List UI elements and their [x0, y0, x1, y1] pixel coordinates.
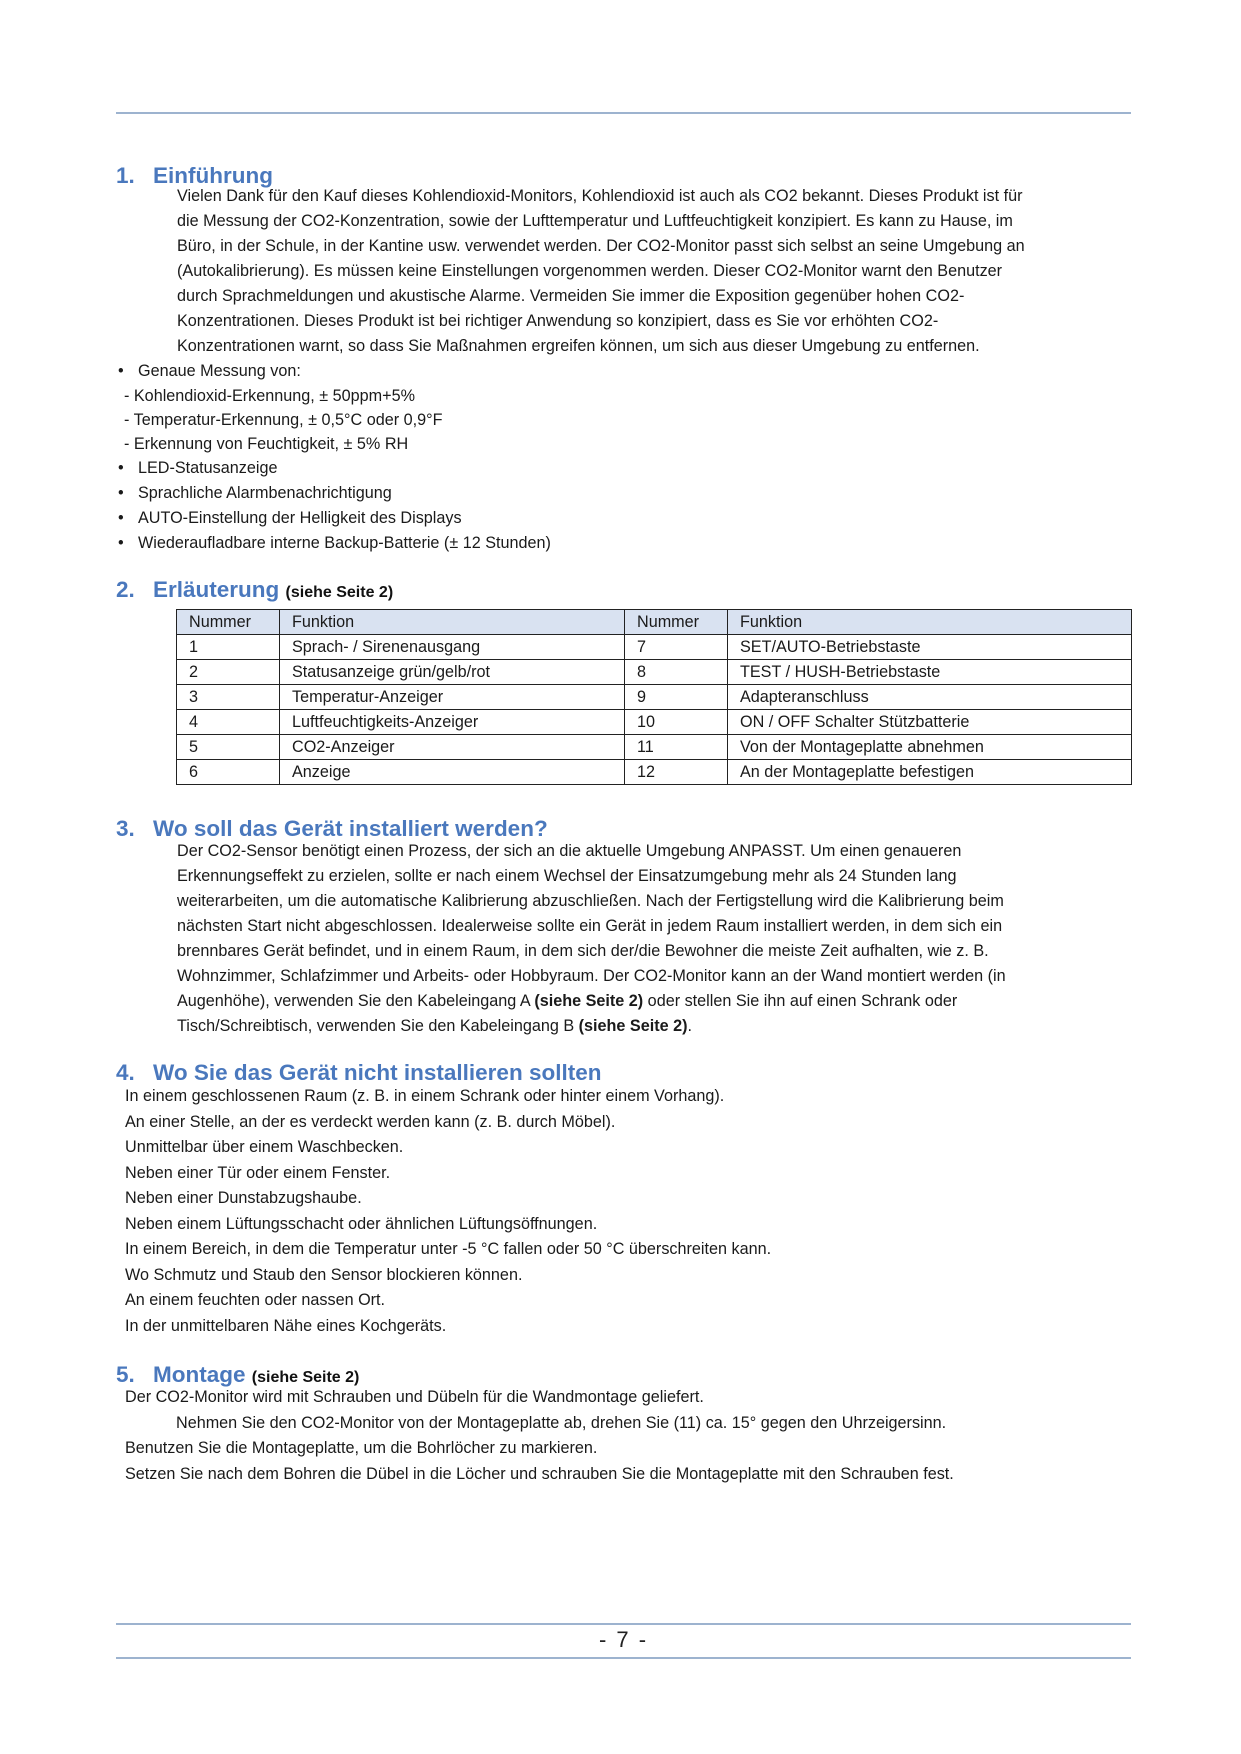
intro-line: durch Sprachmeldungen und akustische Alarme. Vermeiden Sie immer die Exposition gegenüber hohen CO2- — [177, 287, 965, 305]
header-cell: Funktion — [728, 610, 1132, 635]
header-cell: Funktion — [280, 610, 625, 635]
intro-line: Konzentrationen warnt, so dass Sie Maßnahmen ergreifen können, um sich aus dieser Umgebung zu entfernen. — [177, 337, 980, 355]
text-line: Benutzen Sie die Montageplatte, um die Bohrlöcher zu markieren. — [125, 1439, 598, 1457]
bullet-item: • Wiederaufladbare interne Backup-Batterie (± 12 Stunden) — [116, 531, 1136, 556]
section-1-heading: 1. Einführung — [116, 163, 273, 188]
bullet-icon: • — [118, 459, 124, 477]
table-cell: 8 — [625, 660, 728, 685]
table-cell: 4 — [177, 710, 280, 735]
table-header-row — [177, 610, 1132, 635]
parts-table — [176, 609, 1132, 785]
table-cell: Von der Montageplatte abnehmen — [728, 735, 1132, 760]
text-line: nächsten Start nicht abgeschlossen. Idealerweise sollte ein Gerät in jedem Raum installiert werden, in dem sich ein — [177, 917, 1003, 935]
header-rule — [116, 112, 1131, 114]
table-cell: TEST / HUSH-Betriebstaste — [728, 660, 1132, 685]
intro-line: die Messung der CO2-Konzentration, sowie der Lufttemperatur und Luftfeuchtigkeit konzipiert. Es kann zu Hause, im — [177, 212, 1013, 230]
list-item: An einer Stelle, an der es verdeckt werden kann (z. B. durch Möbel). — [125, 1112, 616, 1131]
bullet-item: • LED-Statusanzeige — [116, 456, 1136, 481]
bullet-icon: • — [118, 362, 124, 380]
table-cell: Sprach- / Sirenenausgang — [280, 635, 625, 660]
section-5-heading: 5. Montage (siehe Seite 2) — [116, 1362, 360, 1387]
section-2-heading: 2. Erläuterung (siehe Seite 2) — [116, 577, 394, 602]
section-4-list — [116, 1084, 1136, 1339]
bullet-icon: • — [118, 534, 124, 552]
text-line: brennbares Gerät befindet, und in einem Raum, in dem sich der/die Bewohner die meiste Zeit aufhalten, wie z. B. — [177, 942, 989, 960]
table-row — [177, 635, 1132, 660]
table-cell: 10 — [625, 710, 728, 735]
text-line: Setzen Sie nach dem Bohren die Dübel in die Löcher und schrauben Sie die Montageplatte mit den Schrauben fest. — [125, 1464, 954, 1483]
bullet-icon: • — [118, 484, 124, 502]
table-cell: SET/AUTO-Betriebstaste — [728, 635, 1132, 660]
table-row — [177, 760, 1132, 785]
text-line: weiterarbeiten, um die automatische Kalibrierung abzuschließen. Nach der Fertigstellung wird die Kalibrierung beim — [177, 892, 1004, 910]
list-item: In der unmittelbaren Nähe eines Kochgeräts. — [125, 1316, 447, 1335]
table-cell: 1 — [177, 635, 280, 660]
section-4-heading: 4. Wo Sie das Gerät nicht installieren sollten — [116, 1060, 602, 1085]
list-item: Neben einem Lüftungsschacht oder ähnlichen Lüftungsöffnungen. — [125, 1214, 598, 1233]
page-number: - 7 - — [598, 1627, 649, 1652]
intro-line: Vielen Dank für den Kauf dieses Kohlendioxid-Monitors, Kohlendioxid ist auch als CO2 bekannt. Dieses Produkt ist für — [177, 187, 1023, 205]
section-5-body — [116, 1385, 1136, 1487]
text-line: Erkennungseffekt zu erzielen, sollte er nach einem Wechsel der Einsatzumgebung mehr als 24 Stunden lang — [177, 867, 957, 885]
table-cell: 6 — [177, 760, 280, 785]
table-cell: 3 — [177, 685, 280, 710]
bullet-icon: • — [118, 509, 124, 527]
table-cell: 2 — [177, 660, 280, 685]
list-item: Neben einer Dunstabzugshaube. — [125, 1189, 362, 1207]
table-cell: Luftfeuchtigkeits-Anzeiger — [280, 710, 625, 735]
footer-rule-bottom — [116, 1657, 1131, 1659]
table-cell: 11 — [625, 735, 728, 760]
section-3-heading: 3. Wo soll das Gerät installiert werden? — [116, 816, 548, 841]
text-line: Tisch/Schreibtisch, verwenden Sie den Kabeleingang B (siehe Seite 2). — [177, 1017, 693, 1035]
table-cell: Adapteranschluss — [728, 685, 1132, 710]
table-cell: 5 — [177, 735, 280, 760]
table-cell: 7 — [625, 635, 728, 660]
table-cell: Temperatur-Anzeiger — [280, 685, 625, 710]
list-item: Wo Schmutz und Staub den Sensor blockieren können. — [125, 1265, 523, 1284]
table-cell: 9 — [625, 685, 728, 710]
table-cell: ON / OFF Schalter Stützbatterie — [728, 710, 1132, 735]
list-item: Unmittelbar über einem Waschbecken. — [125, 1138, 404, 1156]
text-line: Wohnzimmer, Schlafzimmer und Arbeits- oder Hobbyraum. Der CO2-Monitor kann an der Wand montiert werden (in — [177, 967, 1006, 985]
table-row — [177, 685, 1132, 710]
dash-item: - Erkennung von Feuchtigkeit, ± 5% RH — [124, 435, 409, 453]
table-cell: 12 — [625, 760, 728, 785]
page-content — [116, 160, 1136, 1487]
section-3-body — [116, 839, 1136, 1039]
list-item: In einem geschlossenen Raum (z. B. in einem Schrank oder hinter einem Vorhang). — [125, 1087, 725, 1105]
bullet-item: • Sprachliche Alarmbenachrichtigung — [116, 481, 1136, 506]
intro-line: Konzentrationen. Dieses Produkt ist bei richtiger Anwendung so konzipiert, dass es Sie vor erhöhten CO2- — [177, 312, 939, 330]
list-item: Neben einer Tür oder einem Fenster. — [125, 1163, 391, 1182]
list-item: In einem Bereich, in dem die Temperatur unter -5 °C fallen oder 50 °C überschreiten kann. — [125, 1240, 772, 1258]
text-line: Nehmen Sie den CO2-Monitor von der Montageplatte ab, drehen Sie (11) ca. 15° gegen den Uhrzeigersinn. — [176, 1413, 947, 1432]
text-line: Augenhöhe), verwenden Sie den Kabeleingang A (siehe Seite 2) oder stellen Sie ihn auf einen Schrank oder — [177, 992, 958, 1010]
table-row — [177, 660, 1132, 685]
intro-line: (Autokalibrierung). Es müssen keine Einstellungen vorgenommen werden. Dieser CO2-Monitor warnt den Benutzer — [177, 262, 1003, 280]
dash-item: - Kohlendioxid-Erkennung, ± 50ppm+5% — [124, 387, 415, 405]
section-1-intro — [116, 184, 1136, 359]
table-row — [177, 710, 1132, 735]
table-cell: An der Montageplatte befestigen — [728, 760, 1132, 785]
dash-item: - Temperatur-Erkennung, ± 0,5°C oder 0,9°F — [124, 411, 443, 429]
intro-line: Büro, in der Schule, in der Kantine usw. verwendet werden. Der CO2-Monitor passt sich selbst an seine Umgebung an — [177, 237, 1025, 255]
bullet-item: • AUTO-Einstellung der Helligkeit des Displays — [116, 506, 1136, 531]
table-cell: Anzeige — [280, 760, 625, 785]
table-cell: CO2-Anzeiger — [280, 735, 625, 760]
text-line: Der CO2-Sensor benötigt einen Prozess, der sich an die aktuelle Umgebung ANPASST. Um einen genaueren — [177, 842, 962, 860]
header-cell: Nummer — [177, 610, 280, 635]
text-line: Der CO2-Monitor wird mit Schrauben und Dübeln für die Wandmontage geliefert. — [125, 1388, 704, 1406]
table-cell: Statusanzeige grün/gelb/rot — [280, 660, 625, 685]
list-item: An einem feuchten oder nassen Ort. — [125, 1291, 386, 1309]
bullet-item: • Genaue Messung von: — [116, 359, 1136, 384]
footer-rule-top — [116, 1623, 1131, 1625]
header-cell: Nummer — [625, 610, 728, 635]
table-row — [177, 735, 1132, 760]
